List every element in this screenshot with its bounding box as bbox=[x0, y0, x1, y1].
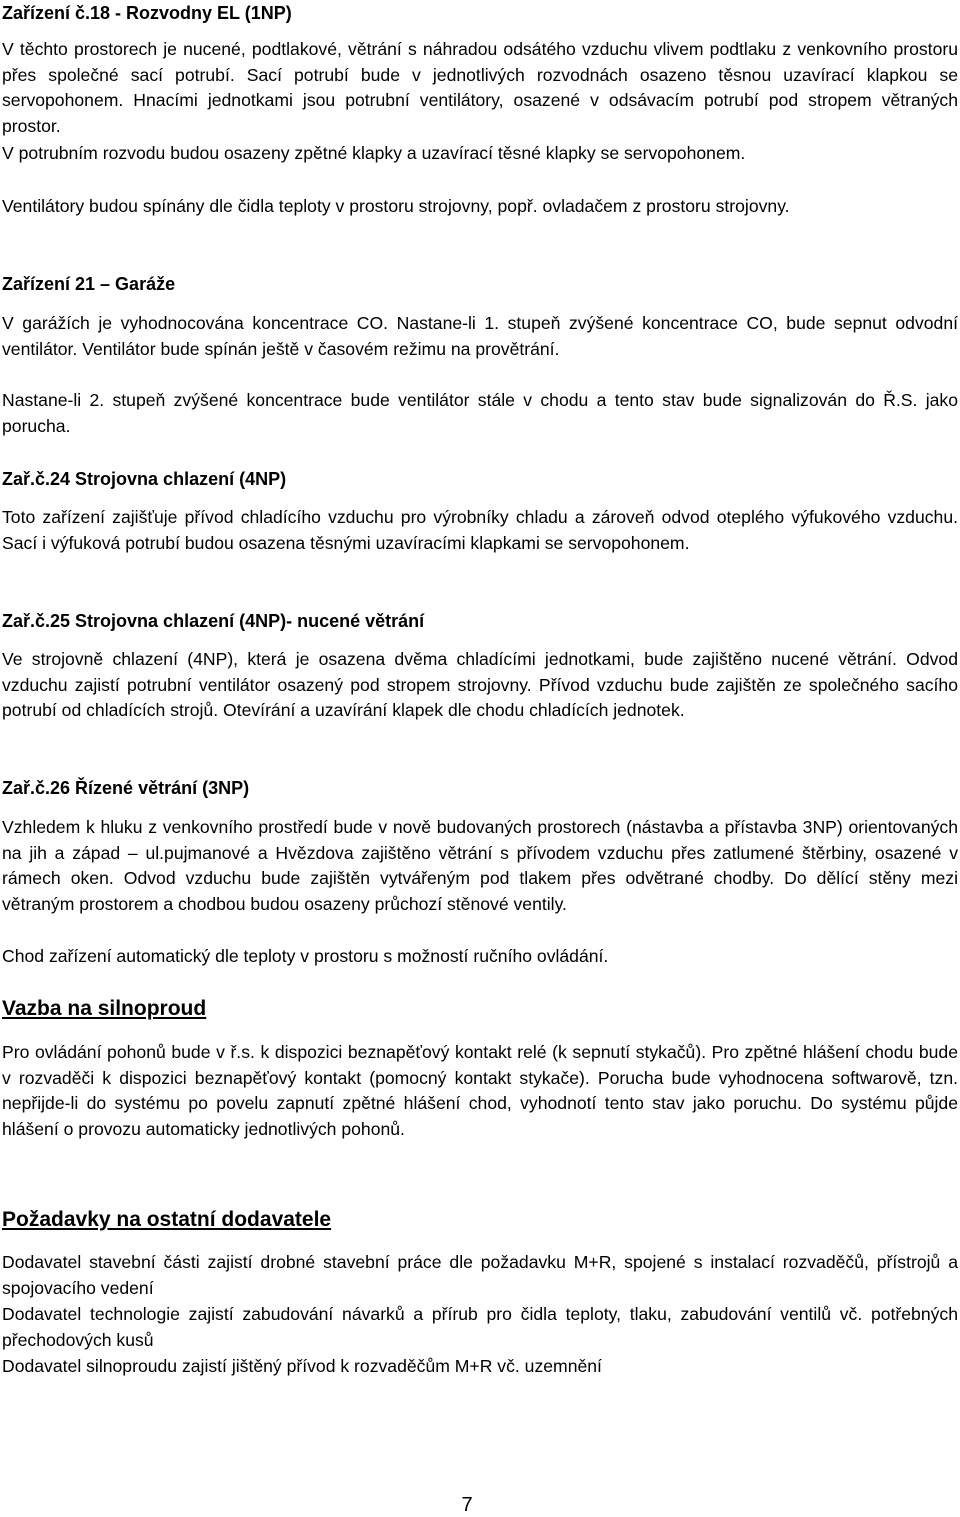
heading-pozadavky: Požadavky na ostatní dodavatele bbox=[2, 1208, 332, 1231]
section-18-paragraph-1: V těchto prostorech je nucené, podtlakové, větrání s náhradou odsátého vzduchu vlivem podtlaku z venkovního prostoru přes společné sací potrubí. Sací potrubí bude v jednotlivých rozvodnách osazeno těsnou uzavírací klapkou se servopohonem. Hnacími jednotkami jsou potrubní ventilátory, osazené v odsávacím potrubí pod stropem větraných prostor. bbox=[2, 39, 958, 136]
pozadavky-paragraph-2: Dodavatel technologie zajistí zabudování návarků a přírub pro čidla teploty, tlaku, zabudování ventilů vč. potřebných přechodových kusů bbox=[2, 1304, 958, 1350]
section-title-18: Zařízení č.18 - Rozvodny EL (1NP) bbox=[2, 3, 292, 23]
section-21-paragraph-2: Nastane-li 2. stupeň zvýšené koncentrace bude ventilátor stále v chodu a tento stav bude signalizován do Ř.S. jako porucha. bbox=[2, 390, 958, 436]
pozadavky-paragraph-1: Dodavatel stavební části zajistí drobné stavební práce dle požadavku M+R, spojené s instalací rozvaděčů, přístrojů a spojovacího vedení bbox=[2, 1252, 958, 1298]
section-21-paragraph-1: V garážích je vyhodnocována koncentrace CO. Nastane-li 1. stupeň zvýšené koncentrace CO, bude sepnut odvodní ventilátor. Ventilátor bude spínán ještě v časovém režimu na provětrání. bbox=[2, 313, 958, 359]
section-title-21: Zařízení 21 – Garáže bbox=[2, 274, 176, 294]
section-title-25: Zař.č.25 Strojovna chlazení (4NP)- nucené větrání bbox=[2, 611, 425, 631]
section-26-paragraph-1: Vzhledem k hluku z venkovního prostředí bude v nově budovaných prostorech (nástavba a přístavba 3NP) orientovaných na jih a západ – ul.pujmanové a Hvězdova zajištěno větrání s přívodem vzduchu přes zatlumené štěrbiny, osazené v rámech oken. Odvod vzduchu bude zajištěn vytvářeným pod tlakem přes odvětrané chodby. Do dělící stěny mezi větraným prostorem a chodbou budou osazeny průchozí stěnové ventily. bbox=[2, 817, 958, 914]
section-18-paragraph-2: V potrubním rozvodu budou osazeny zpětné klapky a uzavírací těsné klapky se servopohonem. bbox=[2, 143, 746, 163]
heading-vazba-na-silnoproud: Vazba na silnoproud bbox=[2, 997, 207, 1020]
vazba-paragraph-1: Pro ovládání pohonů bude v ř.s. k dispozici beznapěťový kontakt relé (k sepnutí stykačů). Pro zpětné hlášení chodu bude v rozvaděči k dispozici beznapěťový kontakt (pomocný kontakt stykače). Porucha bude vyhodnocena softwarově, tzn. nepřijde-li do systému po povelu zapnutí zpětné hlášení chod, vyhodnotí tento stav jako poruchu. Do systému půjde hlášení o provozu automaticky jednotlivých pohonů. bbox=[2, 1042, 958, 1139]
page-number: 7 bbox=[461, 1494, 473, 1516]
section-18-paragraph-3: Ventilátory budou spínány dle čidla teploty v prostoru strojovny, popř. ovladačem z prostoru strojovny. bbox=[2, 196, 790, 216]
pozadavky-paragraph-3: Dodavatel silnoproudu zajistí jištěný přívod k rozvaděčům M+R vč. uzemnění bbox=[2, 1356, 602, 1376]
section-title-24: Zař.č.24 Strojovna chlazení (4NP) bbox=[2, 469, 287, 489]
section-25-paragraph-1: Ve strojovně chlazení (4NP), která je osazena dvěma chladícími jednotkami, bude zajištěno nucené větrání. Odvod vzduchu zajistí potrubní ventilátor osazený pod stropem strojovny. Přívod vzduchu bude zajištěn ze společného sacího potrubí od chladících strojů. Otevírání a uzavírání klapek dle chodu chladících jednotek. bbox=[2, 649, 958, 721]
section-24-paragraph-1: Toto zařízení zajišťuje přívod chladícího vzduchu pro výrobníky chladu a zároveň odvod oteplého výfukového vzduchu. Sací i výfuková potrubí budou osazena těsnými uzavíracími klapkami se servopohonem. bbox=[2, 507, 958, 553]
section-title-26: Zař.č.26 Řízené větrání (3NP) bbox=[2, 778, 250, 798]
section-26-paragraph-2: Chod zařízení automatický dle teploty v prostoru s možností ručního ovládání. bbox=[2, 946, 609, 966]
